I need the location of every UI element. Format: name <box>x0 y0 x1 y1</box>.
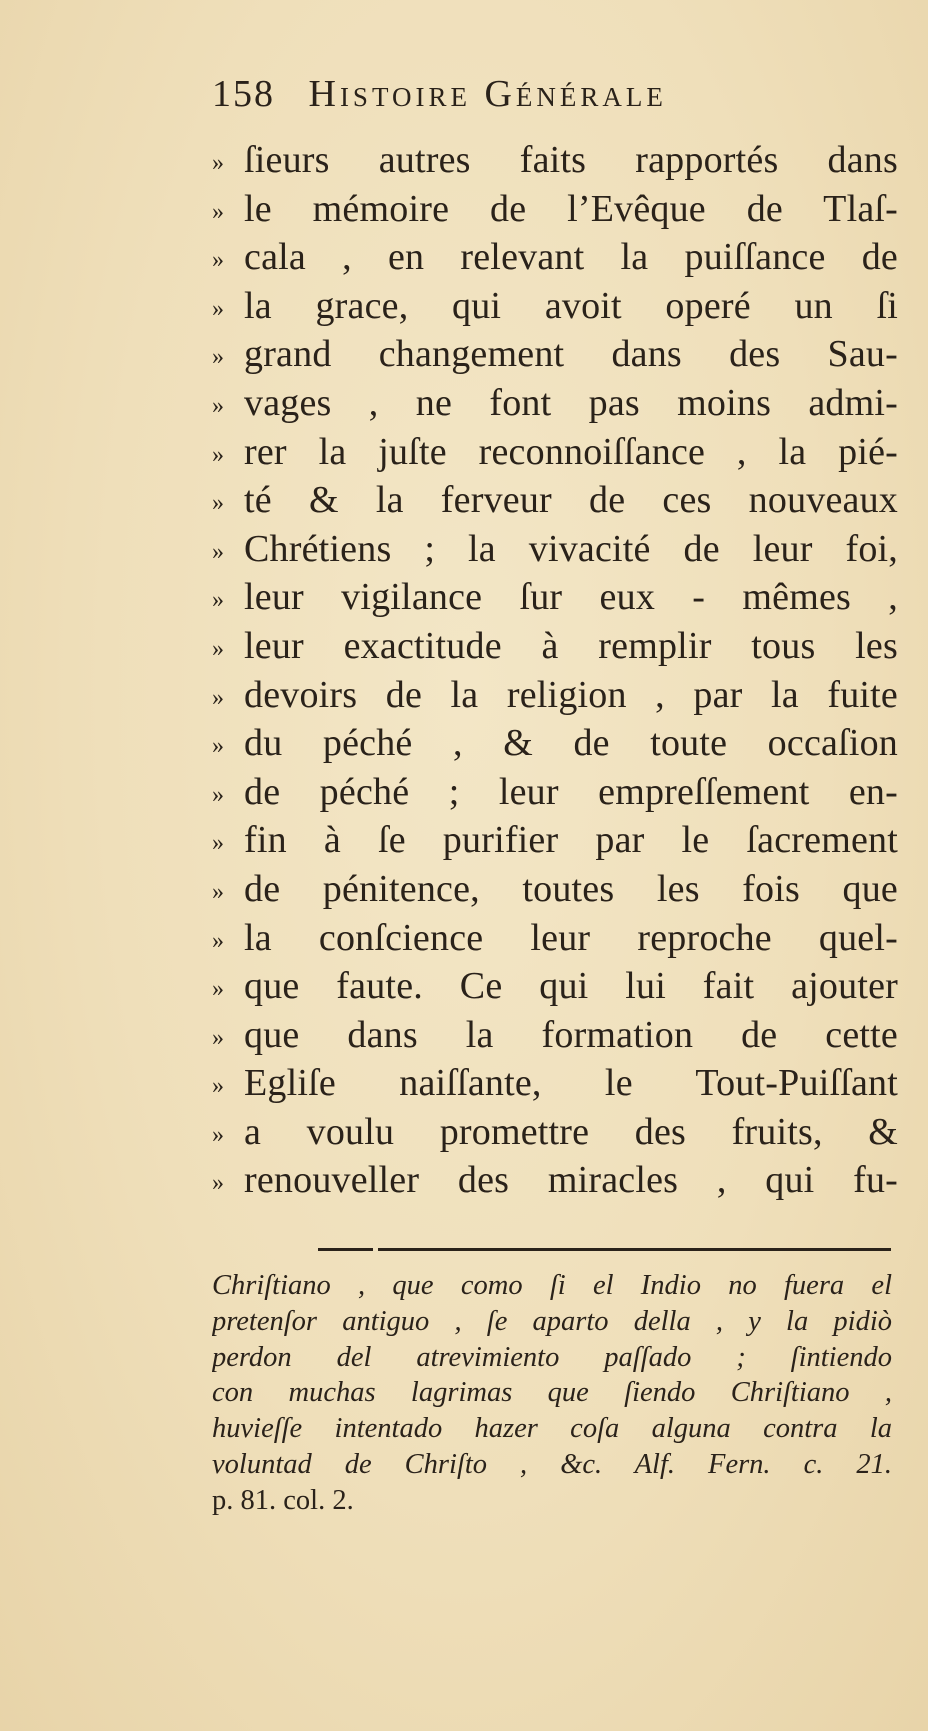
footnote-line: pretenſor antiguo , ſe aparto della , y la pidiò <box>212 1305 892 1337</box>
main-text <box>212 136 898 1205</box>
quote-mark: » <box>212 878 224 905</box>
line-text: a voulu promettre des fruits, & <box>244 1110 898 1153</box>
text-line <box>212 1108 898 1157</box>
line-text: grand changement dans des Sau- <box>244 333 898 376</box>
line-text: renouveller des miracles , qui fu- <box>244 1159 898 1202</box>
line-text: ſieurs autres faits rapportés dans <box>244 139 898 181</box>
text-line <box>212 719 898 768</box>
text-line <box>212 671 898 720</box>
quote-mark: » <box>212 1073 224 1100</box>
footnote-line: con muchas lagrimas que ſiendo Chriſtiano , <box>212 1377 892 1409</box>
quote-mark: » <box>212 587 224 614</box>
quote-mark: » <box>212 247 224 274</box>
line-text: leur exactitude à remplir tous les <box>244 624 898 667</box>
line-text: de péché ; leur empreſſement en- <box>244 770 898 813</box>
quote-mark: » <box>212 684 224 711</box>
quote-mark: » <box>212 927 224 954</box>
line-text: fin à ſe purifier par le ſacrement <box>244 819 898 862</box>
quote-mark: » <box>212 976 224 1003</box>
footnote-rule <box>378 1248 891 1251</box>
quote-mark: » <box>212 830 224 857</box>
text-line <box>212 1011 898 1060</box>
footnote-line: voluntad de Chriſto , &c. Alf. Fern. c. 21. <box>212 1448 892 1480</box>
footnote <box>212 1268 892 1519</box>
running-title: Histoire Générale <box>308 73 667 115</box>
footnote-rule <box>318 1248 373 1251</box>
line-text: la conſcience leur reproche quel- <box>244 916 898 959</box>
line-text: cala , en relevant la puiſſance de <box>244 236 898 279</box>
quote-mark: » <box>212 490 224 517</box>
text-line <box>212 816 898 865</box>
text-line <box>212 865 898 914</box>
line-text: vages , ne font pas moins admi- <box>244 381 898 424</box>
quote-mark: » <box>212 1121 224 1148</box>
text-line <box>212 1156 898 1205</box>
text-line <box>212 136 898 185</box>
line-text: Egliſe naiſſante, le Tout-Puiſſant <box>244 1062 898 1105</box>
text-line <box>212 185 898 234</box>
footnote-line: perdon del atrevimiento paſſado ; ſintiendo <box>212 1341 892 1373</box>
footnote-line: p. 81. col. 2. <box>212 1484 354 1516</box>
line-text: rer la juſte reconnoiſſance , la pié- <box>244 430 898 473</box>
text-line <box>212 476 898 525</box>
quote-mark: » <box>212 635 224 662</box>
quote-mark: » <box>212 150 224 176</box>
line-text: du péché , & de toute occaſion <box>244 722 898 765</box>
line-text: que dans la formation de cette <box>244 1013 898 1056</box>
text-line <box>212 330 898 379</box>
line-text: té & la ferveur de ces nouveaux <box>244 479 898 522</box>
line-text: le mémoire de l’Evêque de Tlaſ- <box>244 187 898 230</box>
line-text: leur vigilance ſur eux - mêmes , <box>244 576 898 619</box>
line-text: la grace, qui avoit operé un ſi <box>244 284 898 327</box>
text-line <box>212 914 898 963</box>
text-line <box>212 525 898 574</box>
quote-mark: » <box>212 538 224 565</box>
line-text: que faute. Ce qui lui fait ajouter <box>244 965 898 1008</box>
line-text: de pénitence, toutes les fois que <box>244 867 898 910</box>
text-line <box>212 233 898 282</box>
text-line <box>212 428 898 477</box>
page-header <box>212 72 892 128</box>
quote-mark: » <box>212 392 224 419</box>
quote-mark: » <box>212 198 224 225</box>
quote-mark: » <box>212 1024 224 1051</box>
text-line <box>212 622 898 671</box>
quote-mark: » <box>212 441 224 468</box>
line-text: Chrétiens ; la vivacité de leur foi, <box>244 527 898 570</box>
footnote-line: huvieſſe intentado hazer coſa alguna contra la <box>212 1413 892 1445</box>
text-line <box>212 282 898 331</box>
text-line <box>212 573 898 622</box>
quote-mark: » <box>212 295 224 322</box>
text-line <box>212 962 898 1011</box>
text-line <box>212 379 898 428</box>
text-line <box>212 1059 898 1108</box>
quote-mark: » <box>212 733 224 760</box>
footnote-line: Chriſtiano , que como ſi el Indio no fuera el <box>212 1270 892 1301</box>
quote-mark: » <box>212 781 224 808</box>
quote-mark: » <box>212 344 224 371</box>
quote-mark: » <box>212 1170 224 1197</box>
page-number: 158 <box>212 73 275 115</box>
line-text: devoirs de la religion , par la fuite <box>244 673 898 716</box>
text-line <box>212 768 898 817</box>
